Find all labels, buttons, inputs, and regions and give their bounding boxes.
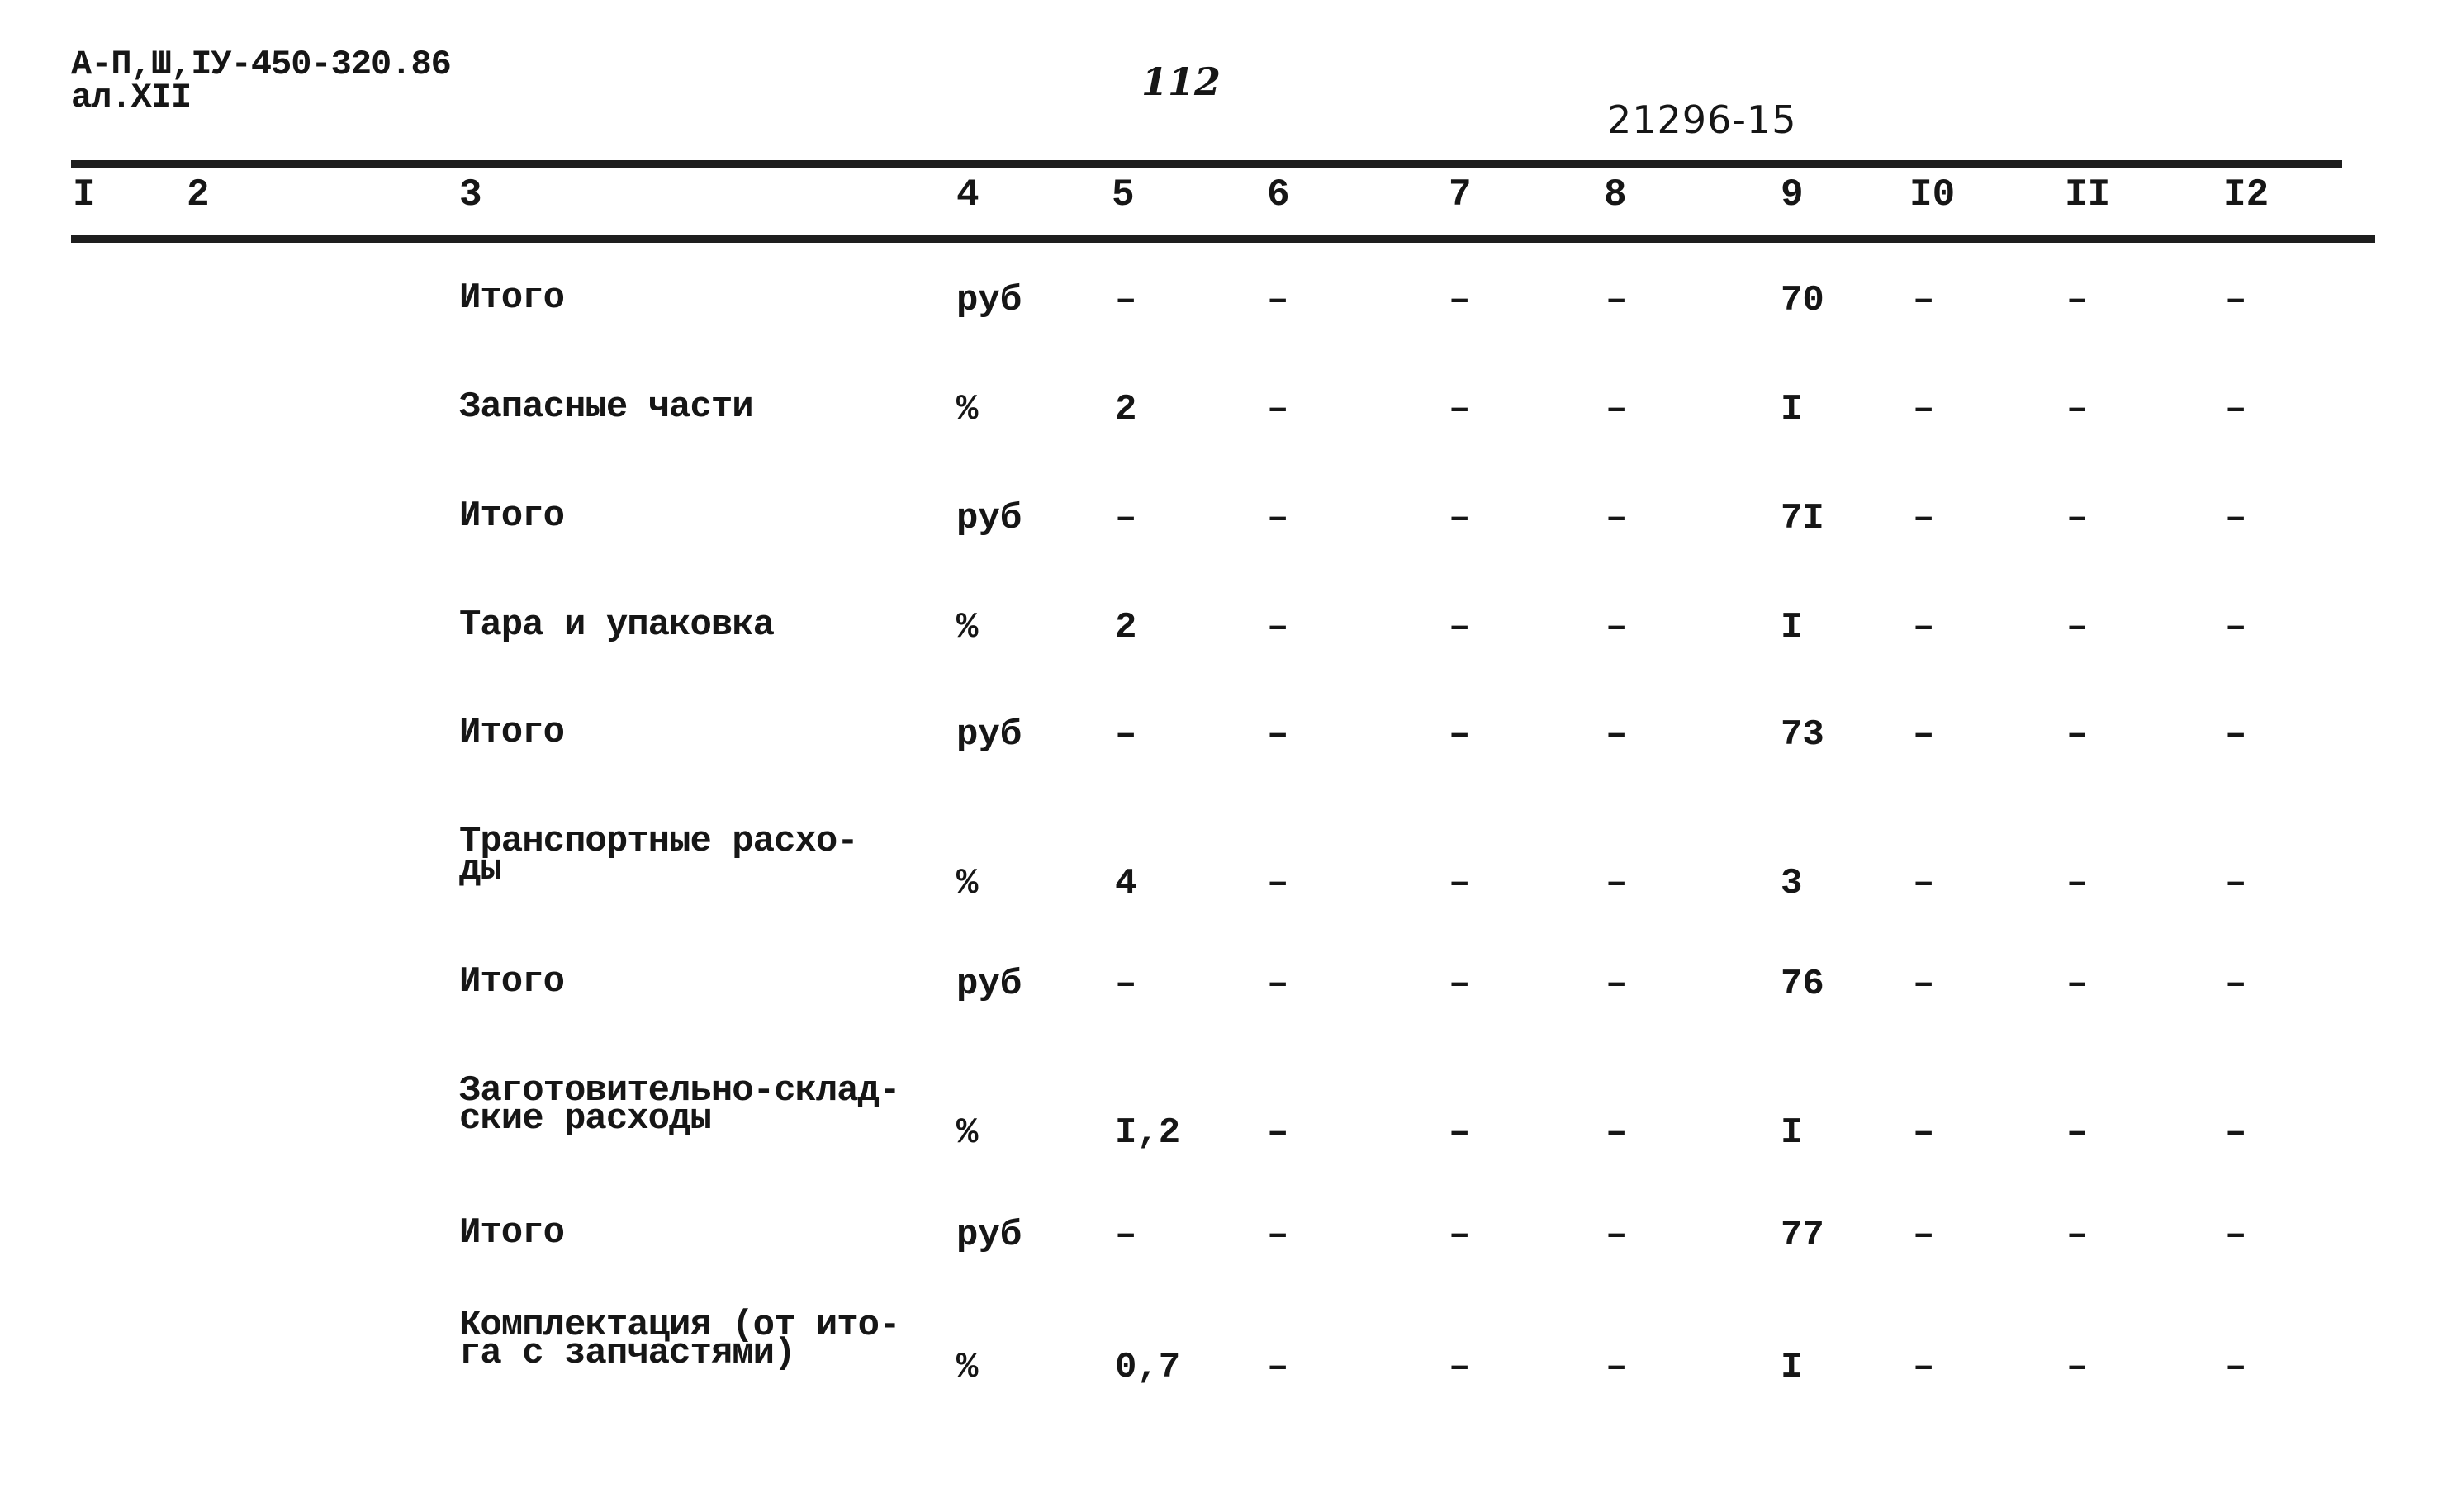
empty-dash-cell: – [1115,714,1137,756]
empty-dash-cell: – [1267,280,1289,321]
empty-dash-cell: – [1606,964,1628,1005]
empty-dash-cell: – [1606,714,1628,756]
row-label: Итого [459,712,565,753]
value-cell: 4 [1115,863,1137,904]
empty-dash-cell: – [1606,607,1628,648]
column-number: 8 [1604,173,1627,216]
empty-dash-cell: – [2066,863,2089,904]
empty-dash-cell: – [2225,1215,2247,1256]
empty-dash-cell: – [1913,863,1935,904]
empty-dash-cell: – [2066,1215,2089,1256]
empty-dash-cell: – [2225,389,2247,430]
empty-dash-cell: – [1267,1347,1289,1388]
value-cell: I [1781,607,1803,648]
empty-dash-cell: – [1449,280,1471,321]
empty-dash-cell: – [1449,863,1471,904]
empty-dash-cell: – [2225,863,2247,904]
value-cell: 77 [1781,1215,1824,1256]
row-label: Транспортные расхо- ды [459,821,858,890]
unit-cell: руб [956,714,1022,756]
column-number: 7 [1449,173,1472,216]
column-number: 9 [1781,173,1804,216]
empty-dash-cell: – [1267,389,1289,430]
value-cell: 0,7 [1115,1347,1181,1388]
empty-dash-cell: – [1449,714,1471,756]
row-label: Запасные части [459,386,753,428]
empty-dash-cell: – [1267,607,1289,648]
row-label: Итого [459,961,565,1002]
empty-dash-cell: – [2225,280,2247,321]
empty-dash-cell: – [2225,607,2247,648]
column-number: 2 [187,173,210,216]
row-label: Тара и упаковка [459,604,775,646]
empty-dash-cell: – [1115,498,1137,539]
empty-dash-cell: – [2066,964,2089,1005]
value-cell: 2 [1115,389,1137,430]
value-cell: 2 [1115,607,1137,648]
value-cell: I,2 [1115,1112,1181,1154]
empty-dash-cell: – [2066,498,2089,539]
empty-dash-cell: – [2066,607,2089,648]
empty-dash-cell: – [1913,389,1935,430]
empty-dash-cell: – [2225,1347,2247,1388]
empty-dash-cell: – [1913,280,1935,321]
empty-dash-cell: – [1913,607,1935,648]
unit-cell: руб [956,280,1022,321]
empty-dash-cell: – [1913,714,1935,756]
row-label: Заготовительно-склад- ские расходы [459,1070,900,1140]
empty-dash-cell: – [1913,964,1935,1005]
empty-dash-cell: – [1913,1112,1935,1154]
empty-dash-cell: – [1606,389,1628,430]
unit-cell: руб [956,498,1022,539]
empty-dash-cell: – [1449,1347,1471,1388]
empty-dash-cell: – [2066,714,2089,756]
unit-cell: % [956,607,979,648]
table-top-rule [71,160,2342,168]
table-header-rule [71,235,2375,243]
column-number: I2 [2223,173,2270,216]
empty-dash-cell: – [2225,1112,2247,1154]
empty-dash-cell: – [1606,1112,1628,1154]
empty-dash-cell: – [1449,1112,1471,1154]
row-label: Итого [459,1212,565,1254]
empty-dash-cell: – [1115,1215,1137,1256]
empty-dash-cell: – [1449,964,1471,1005]
empty-dash-cell: – [1449,498,1471,539]
empty-dash-cell: – [2225,714,2247,756]
column-number: 6 [1267,173,1290,216]
empty-dash-cell: – [1267,1215,1289,1256]
empty-dash-cell: – [1115,280,1137,321]
column-number: I0 [1909,173,1956,216]
empty-dash-cell: – [1449,1215,1471,1256]
sheet-label: ал.XII [71,78,192,117]
empty-dash-cell: – [1606,863,1628,904]
empty-dash-cell: – [2066,389,2089,430]
empty-dash-cell: – [1267,863,1289,904]
value-cell: 73 [1781,714,1824,756]
empty-dash-cell: – [2225,964,2247,1005]
empty-dash-cell: – [1913,1347,1935,1388]
empty-dash-cell: – [1267,1112,1289,1154]
unit-cell: руб [956,964,1022,1005]
row-label: Комплектация (от ито- га с запчастями) [459,1305,900,1374]
unit-cell: % [956,863,979,904]
column-number: 4 [956,173,979,216]
unit-cell: руб [956,1215,1022,1256]
empty-dash-cell: – [1267,498,1289,539]
empty-dash-cell: – [1449,389,1471,430]
empty-dash-cell: – [1115,964,1137,1005]
value-cell: I [1781,389,1803,430]
value-cell: I [1781,1347,1803,1388]
empty-dash-cell: – [1913,498,1935,539]
unit-cell: % [956,389,979,430]
column-number: I [73,173,96,216]
empty-dash-cell: – [1449,607,1471,648]
value-cell: 70 [1781,280,1824,321]
value-cell: I [1781,1112,1803,1154]
page-number: 112 [1141,59,1221,104]
empty-dash-cell: – [1913,1215,1935,1256]
document-code: А-П,Ш,IУ-450-320.86 [71,45,451,84]
empty-dash-cell: – [1606,1215,1628,1256]
empty-dash-cell: – [1267,964,1289,1005]
document-number: 21296-15 [1607,97,1797,142]
empty-dash-cell: – [2225,498,2247,539]
empty-dash-cell: – [1606,1347,1628,1388]
column-number: 5 [1112,173,1135,216]
empty-dash-cell: – [1606,498,1628,539]
empty-dash-cell: – [1606,280,1628,321]
row-label: Итого [459,277,565,319]
unit-cell: % [956,1112,979,1154]
empty-dash-cell: – [2066,280,2089,321]
unit-cell: % [956,1347,979,1388]
empty-dash-cell: – [1267,714,1289,756]
column-number: II [2065,173,2111,216]
value-cell: 3 [1781,863,1803,904]
value-cell: 7I [1781,498,1824,539]
value-cell: 76 [1781,964,1824,1005]
empty-dash-cell: – [2066,1112,2089,1154]
empty-dash-cell: – [2066,1347,2089,1388]
row-label: Итого [459,495,565,537]
column-number: 3 [459,173,482,216]
